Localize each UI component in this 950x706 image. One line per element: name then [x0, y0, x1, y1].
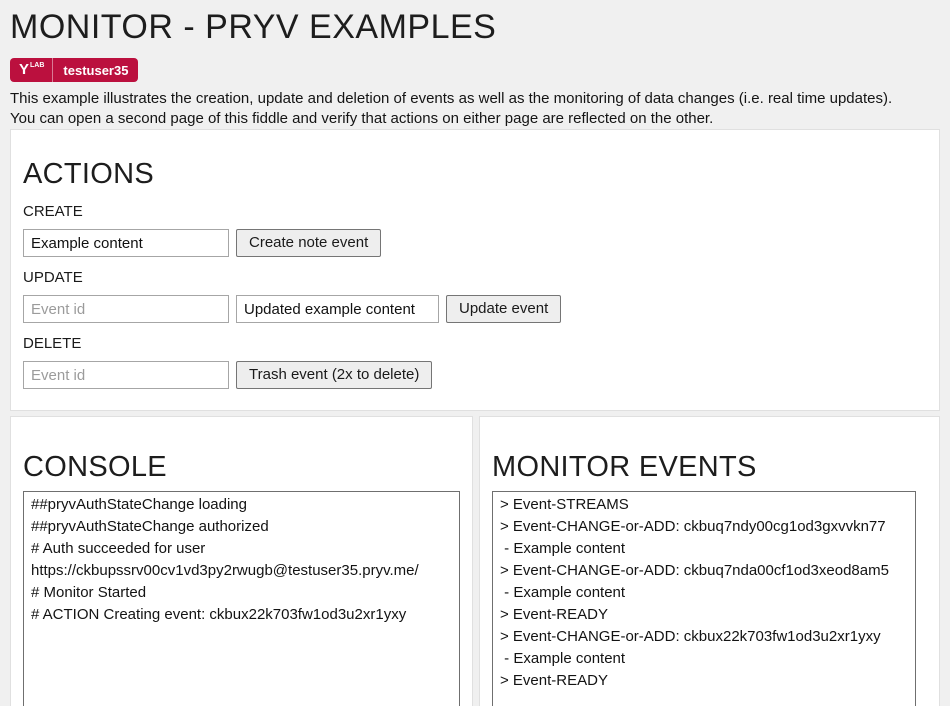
update-row [23, 295, 927, 323]
log-line: # Monitor Started [31, 584, 147, 602]
username-label: testuser35 [63, 62, 129, 78]
create-label: CREATE [23, 203, 83, 221]
log-line: > Event-READY [500, 672, 608, 690]
log-line: ##pryvAuthStateChange authorized [31, 518, 269, 536]
pryv-auth-button[interactable] [10, 58, 138, 82]
logo-y-glyph: Y [19, 61, 30, 79]
create-note-event-button[interactable]: Create note event [236, 229, 381, 257]
update-label: UPDATE [23, 269, 83, 287]
bottom-panels [10, 416, 940, 706]
monitor-events-log-box[interactable] [492, 491, 916, 706]
console-heading: CONSOLE [23, 451, 167, 484]
console-log-box[interactable] [23, 491, 460, 706]
log-line: > Event-CHANGE-or-ADD: ckbuq7nda00cf1od3xeod8am5 [500, 562, 889, 580]
log-line: > Event-STREAMS [500, 496, 629, 514]
actions-heading: ACTIONS [23, 158, 154, 191]
update-content-input[interactable] [236, 295, 439, 323]
log-line: # ACTION Creating event: ckbux22k703fw1od3u2xr1yxy [31, 606, 407, 624]
create-content-input[interactable] [23, 229, 229, 257]
console-panel [10, 416, 473, 706]
trash-event-button[interactable]: Trash event (2x to delete) [236, 361, 432, 389]
create-row [23, 229, 927, 257]
monitor-events-heading: MONITOR EVENTS [492, 451, 757, 484]
page-title: MONITOR - PRYV EXAMPLES [10, 8, 497, 46]
auth-badge-row [10, 58, 940, 82]
pryv-lab-logo-icon [10, 58, 53, 82]
log-line: ##pryvAuthStateChange loading [31, 496, 247, 514]
logo-lab-label: LAB [30, 62, 45, 70]
delete-event-id-input[interactable] [23, 361, 229, 389]
log-line: https://ckbupssrv00cv1vd3py2rwugb@testuser35.pryv.me/ [31, 562, 419, 580]
log-line: > Event-READY [500, 606, 608, 624]
update-event-id-input[interactable] [23, 295, 229, 323]
page-description: This example illustrates the creation, update and deletion of events as well as the monitoring of data changes (i.e. real time updates). You can open a second page of this fiddle and verify that actions on either page are reflected on the other. [10, 90, 893, 128]
log-line: > Event-CHANGE-or-ADD: ckbuq7ndy00cg1od3gxvvkn77 [500, 518, 886, 536]
actions-panel [10, 129, 940, 411]
delete-row [23, 361, 927, 389]
log-line: # Auth succeeded for user [31, 540, 206, 558]
log-line: - Example content [500, 540, 626, 558]
update-event-button[interactable]: Update event [446, 295, 561, 323]
delete-label: DELETE [23, 335, 82, 353]
monitor-events-panel [479, 416, 940, 706]
log-line: > Event-CHANGE-or-ADD: ckbux22k703fw1od3u2xr1yxy [500, 628, 881, 646]
log-line: - Example content [500, 584, 626, 602]
log-line: - Example content [500, 650, 626, 668]
